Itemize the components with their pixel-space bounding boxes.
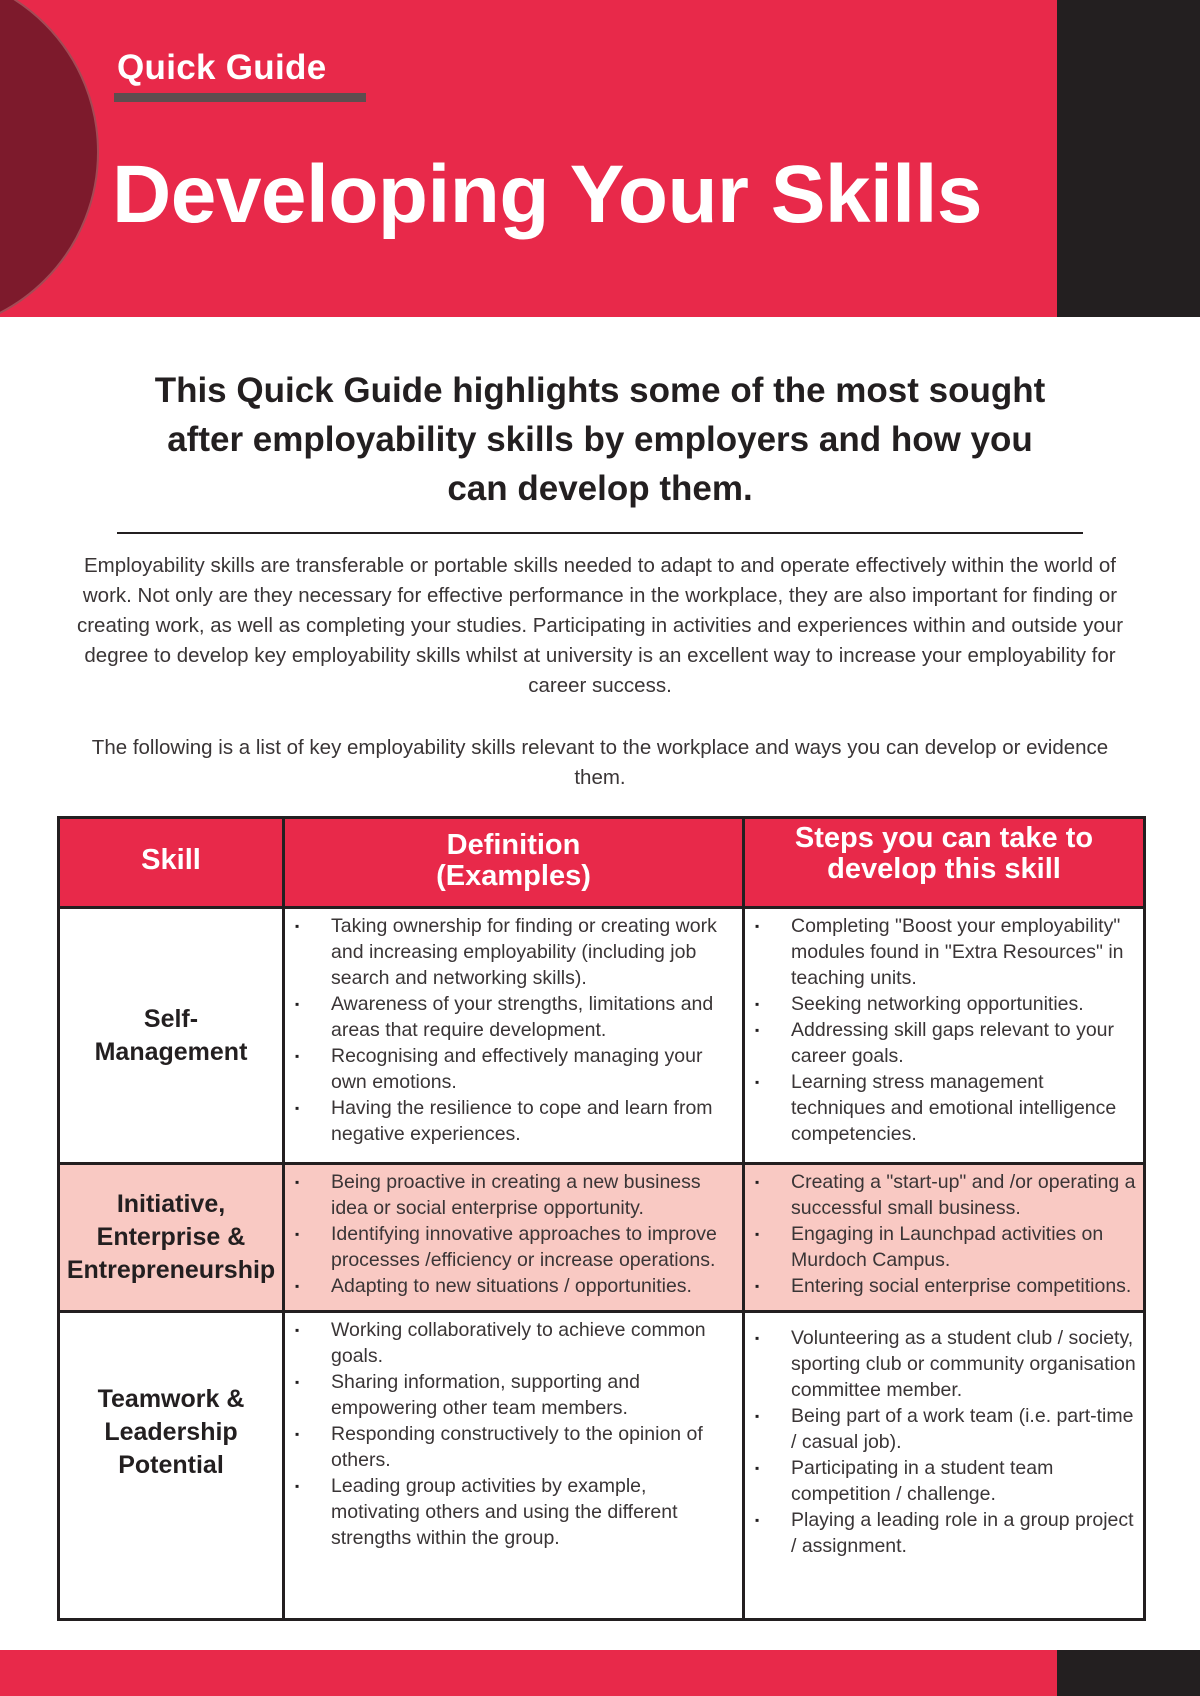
list-item: ▪ Identifying innovative approaches to improve processes /efficiency or increase operations. xyxy=(291,1221,736,1273)
list-item: ▪ Recognising and effectively managing your own emotions. xyxy=(291,1043,736,1095)
table-row xyxy=(59,1312,1145,1620)
steps-cell xyxy=(744,1312,1145,1620)
skill-name-cell xyxy=(59,908,284,1164)
list-item: ▪ Completing "Boost your employability" modules found in "Extra Resources" in teaching units. xyxy=(751,913,1137,991)
skills-table xyxy=(57,816,1146,1621)
list-item: ▪ Participating in a student team competition / challenge. xyxy=(751,1455,1137,1507)
lead-statement: This Quick Guide highlights some of the most sought after employability skills by employers and how you can develop them. xyxy=(154,371,1046,508)
header-banner xyxy=(0,0,1057,317)
skill-name-line: Teamwork & xyxy=(97,1385,245,1413)
header-definition-line1: Definition xyxy=(446,828,581,861)
list-item: ▪ Awareness of your strengths, limitations and areas that require development. xyxy=(291,991,736,1043)
list-item: ▪ Having the resilience to cope and learn from negative experiences. xyxy=(291,1095,736,1147)
definition-list xyxy=(291,1317,736,1551)
definition-cell xyxy=(284,1164,744,1312)
steps-cell xyxy=(744,908,1145,1164)
header-definition xyxy=(284,818,744,908)
skill-name-cell xyxy=(59,1312,284,1620)
page-title: Developing Your Skills xyxy=(112,149,982,240)
skill-name-cell xyxy=(59,1164,284,1312)
list-item: ▪ Engaging in Launchpad activities on Murdoch Campus. xyxy=(751,1221,1137,1273)
list-item: ▪ Addressing skill gaps relevant to your career goals. xyxy=(751,1017,1137,1069)
table-row xyxy=(59,908,1145,1164)
decorative-circle xyxy=(0,0,99,317)
steps-cell xyxy=(744,1164,1145,1312)
list-item: ▪ Entering social enterprise competitions. xyxy=(751,1273,1137,1299)
skill-name-line: Management xyxy=(94,1037,248,1066)
list-item: ▪ Taking ownership for finding or creating work and increasing employability (including job search and networking skills). xyxy=(291,913,736,991)
skill-name-line: Self- xyxy=(143,1004,199,1033)
definition-list xyxy=(291,913,736,1147)
list-item: ▪ Being part of a work team (i.e. part-time / casual job). xyxy=(751,1403,1137,1455)
table-header-row xyxy=(59,818,1145,908)
footer-dark-block xyxy=(1057,1650,1200,1696)
list-item: ▪ Being proactive in creating a new business idea or social enterprise opportunity. xyxy=(291,1169,736,1221)
list-item: ▪ Working collaboratively to achieve common goals. xyxy=(291,1317,736,1369)
list-item: ▪ Seeking networking opportunities. xyxy=(751,991,1137,1017)
table-row xyxy=(59,1164,1145,1312)
steps-list xyxy=(751,1169,1137,1299)
list-item: ▪ Learning stress management techniques and emotional intelligence competencies. xyxy=(751,1069,1137,1147)
definition-cell xyxy=(284,1312,744,1620)
divider xyxy=(117,532,1083,534)
skill-name-line: Potential xyxy=(118,1451,224,1479)
header-dark-block xyxy=(1057,0,1200,317)
list-item: ▪ Leading group activities by example, motivating others and using the different strengths within the group. xyxy=(291,1473,736,1551)
kicker-label: Quick Guide xyxy=(117,48,327,87)
skill-name-line: Entrepreneurship xyxy=(66,1256,276,1284)
header-steps xyxy=(744,818,1145,908)
steps-list xyxy=(751,1325,1137,1559)
list-item: ▪ Volunteering as a student club / society, sporting club or community organisation committee member. xyxy=(751,1325,1137,1403)
list-item: ▪ Responding constructively to the opinion of others. xyxy=(291,1421,736,1473)
steps-list xyxy=(751,913,1137,1147)
footer-bar xyxy=(0,1650,1057,1696)
list-item: ▪ Playing a leading role in a group project / assignment. xyxy=(751,1507,1137,1559)
skill-name-line: Enterprise & xyxy=(96,1223,246,1251)
intro-paragraph: Employability skills are transferable or portable skills needed to adapt to and operate effectively within the world of work. Not only are they necessary for effective performance in the workplace, they are also important for finding or creating work, as well as completing your studies. Participating in activities and experiences within and outside your degree to develop key employability skills whilst at university is an excellent way to increase your employability for career success. xyxy=(76,554,1124,697)
header-skill: Skill xyxy=(59,818,284,908)
definition-cell xyxy=(284,908,744,1164)
list-intro-paragraph: The following is a list of key employability skills relevant to the workplace and ways you can develop or evidence them. xyxy=(91,736,1109,789)
skill-name-line: Initiative, xyxy=(116,1190,226,1218)
list-item: ▪ Creating a "start-up" and /or operating a successful small business. xyxy=(751,1169,1137,1221)
list-item: ▪ Adapting to new situations / opportunities. xyxy=(291,1273,736,1299)
list-item: ▪ Sharing information, supporting and empowering other team members. xyxy=(291,1369,736,1421)
skill-name-line: Leadership xyxy=(104,1418,238,1446)
definition-list xyxy=(291,1169,736,1299)
header-steps-line1: Steps you can take to xyxy=(794,822,1094,854)
kicker-underline xyxy=(114,93,366,102)
header-steps-line2: develop this skill xyxy=(827,853,1061,885)
header-definition-line2: (Examples) xyxy=(436,859,591,892)
